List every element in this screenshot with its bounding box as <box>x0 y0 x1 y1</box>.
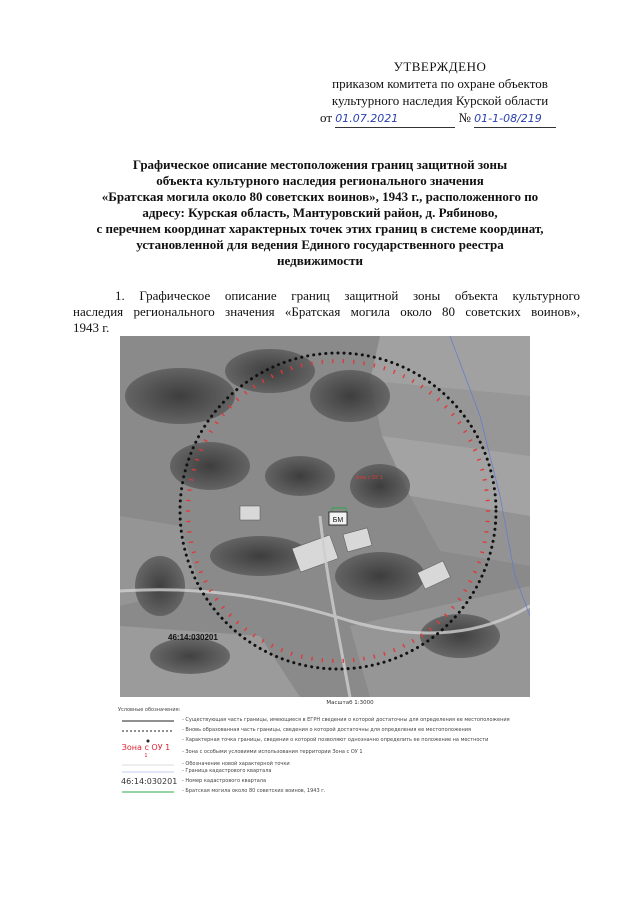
legend-text: - Зона с особыми условиями использования территории Зона с ОУ 1 <box>182 749 363 755</box>
heading-line: с перечнем координат характерных точек этих границ в системе координат, <box>96 221 544 236</box>
heading-line: установленной для ведения Единого государственного реестра <box>136 237 504 252</box>
legend-item <box>106 743 536 760</box>
boundary-point-marker <box>486 500 490 502</box>
boundary-point-marker <box>332 359 334 363</box>
heading-line: адресу: Курская область, Мантуровский район, д. Рябиново, <box>142 205 498 220</box>
paragraph-line: 1943 г. <box>73 320 110 335</box>
boundary-point-marker <box>186 521 190 523</box>
heading-line: объекта культурного наследия регионального значения <box>156 173 484 188</box>
legend-text: - Вновь образованная часть границы, сведения о которой достаточны для определения ее местоположения <box>182 727 471 733</box>
legend-item <box>106 777 536 787</box>
approval-title: УТВЕРЖДЕНО <box>393 59 487 74</box>
boundary-point-marker <box>186 500 190 502</box>
paragraph-line: наследия регионального значения «Братская могила около 80 советских воинов», <box>73 304 580 319</box>
legend-text: - Характерная точка границы, сведения о которой позволяют однозначно определить ее положение на местности <box>182 737 489 743</box>
legend-title: Условные обозначения: <box>118 707 181 713</box>
handwritten-date: 01.07.2021 <box>335 110 455 128</box>
boundary-point-marker <box>342 359 344 363</box>
legend-line-green-icon <box>120 787 176 797</box>
legend-zone-symbol <box>116 744 176 760</box>
approval-line-1: приказом комитета по охране объектов <box>332 76 548 91</box>
legend-item <box>106 787 536 797</box>
legend-line-blue-icon <box>120 767 176 777</box>
legend-zone-sub: 1 <box>144 753 148 759</box>
legend-line-dashed-icon <box>120 726 176 736</box>
boundary-point-marker <box>332 659 334 663</box>
date-prefix: от <box>320 110 333 125</box>
legend-text: - Номер кадастрового квартала <box>182 778 267 784</box>
heading-line: Графическое описание местоположения границ защитной зоны <box>132 157 508 172</box>
number-prefix: № <box>458 110 471 125</box>
boundary-point-marker <box>186 510 190 511</box>
approval-line-2: культурного наследия Курской области <box>331 93 549 108</box>
legend-text: - Братская могила около 80 советских воинов, 1943 г. <box>182 788 326 794</box>
aerial-map <box>120 336 530 697</box>
legend-item <box>106 716 536 726</box>
paragraph-1 <box>73 288 580 336</box>
monument-label: БМ <box>332 517 344 524</box>
approval-block <box>300 58 580 128</box>
document-heading <box>60 157 580 269</box>
legend-item <box>106 726 536 736</box>
zone-red-label: Зона с ОУ 1 <box>355 475 383 481</box>
map-scale: Масштаб 1:3000 <box>326 700 374 706</box>
legend-cad-label: 46:14:030201 <box>121 777 178 786</box>
boundary-point-marker <box>486 510 490 511</box>
legend-text: - Граница кадастрового квартала <box>182 768 272 774</box>
legend-line-black-icon <box>120 716 176 726</box>
boundary-point-marker <box>486 521 490 523</box>
heading-line: недвижимости <box>277 253 363 268</box>
approval-date-number <box>300 109 580 128</box>
legend-zone-label: Зона с ОУ 1 <box>121 743 171 752</box>
paragraph-line: 1. Графическое описание границ защитной зоны объекта культурного <box>115 288 580 303</box>
cadastral-number-label: 46:14:030201 <box>168 633 218 642</box>
handwritten-number: 01-1-08/219 <box>474 110 556 128</box>
legend-text: - Существующая часть границы, имеющиеся в ЕГРН сведения о которой достаточны для определения ее местоположения <box>182 717 510 723</box>
legend-item <box>106 767 536 777</box>
boundary-point-marker <box>342 659 344 663</box>
legend-text: - Обозначение новой характерной точки <box>182 761 290 767</box>
heading-line: «Братская могила около 80 советских воинов», 1943 г., расположенного по <box>101 189 539 204</box>
